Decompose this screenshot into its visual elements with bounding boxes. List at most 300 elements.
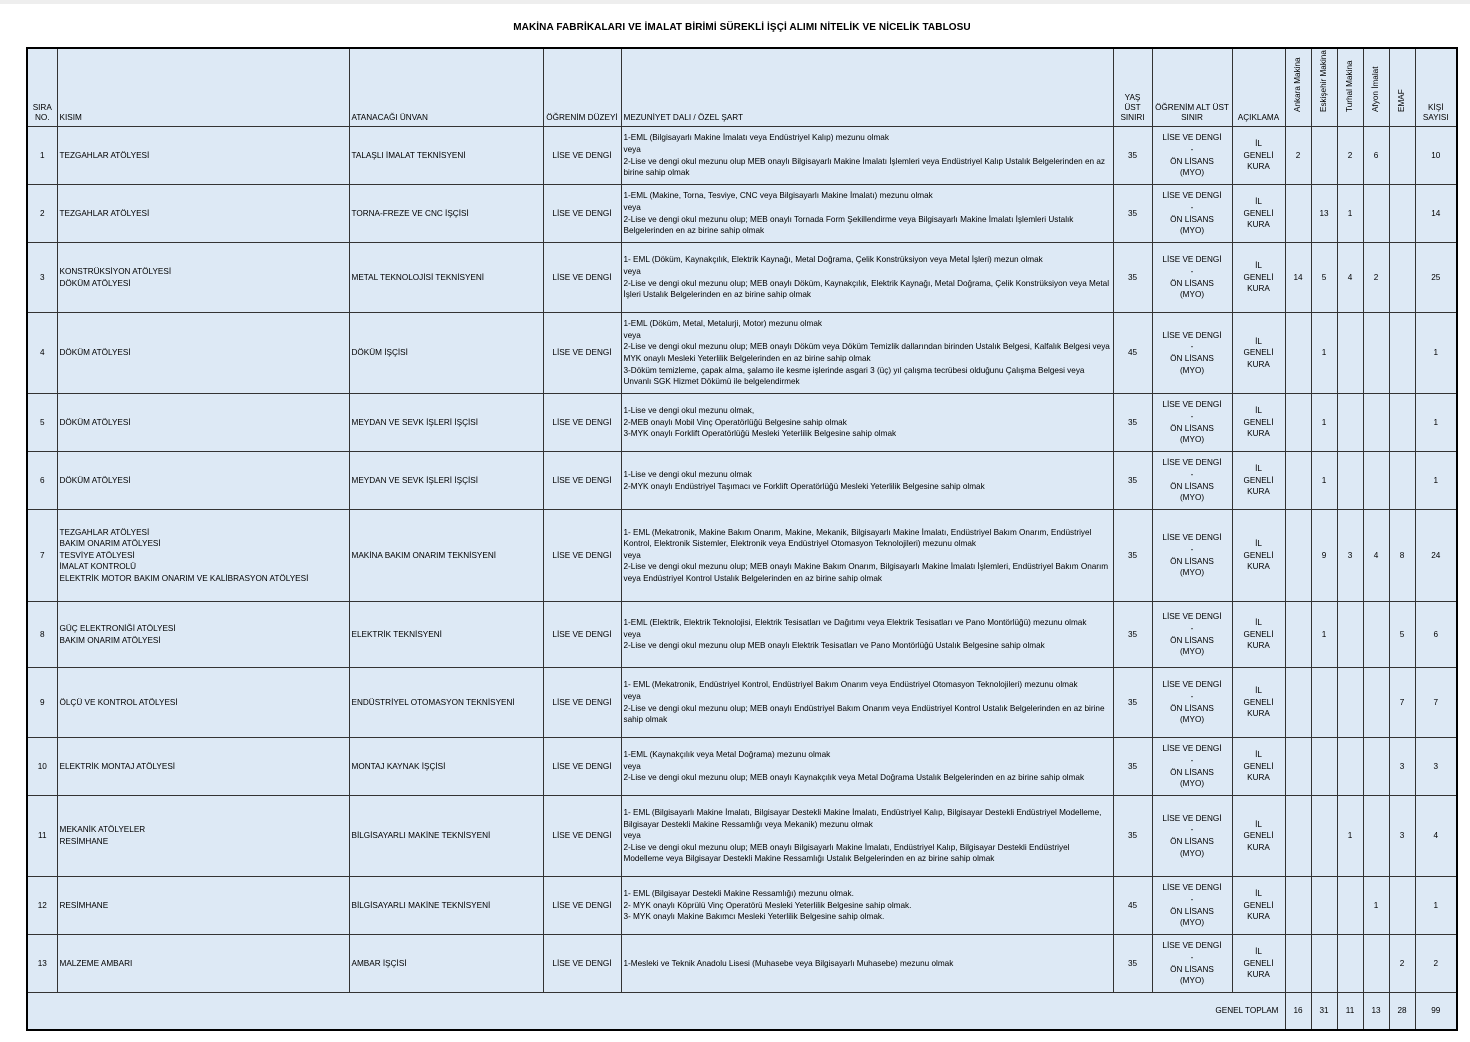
row-emaf: 5 xyxy=(1389,602,1415,668)
row-ogrenim-sinir xyxy=(1152,510,1232,602)
row-aciklama xyxy=(1232,738,1285,796)
kosul-line: 2- MYK onaylı Köprülü Vinç Operatörü Mesleki Yeterlilik Belgesine sahip olmak. xyxy=(623,900,912,910)
row-ogrenim-sinir xyxy=(1152,243,1232,313)
recruitment-table xyxy=(26,47,1458,1031)
row-eskisehir xyxy=(1311,668,1337,738)
row-turhal: 4 xyxy=(1337,243,1363,313)
kosul-line: 1-Lise ve dengi okul mezunu olmak, xyxy=(623,406,755,416)
ogrenim-sinir-line: (MYO) xyxy=(1179,918,1205,928)
col-header-turhal: Turhal Makina xyxy=(1337,48,1363,127)
aciklama-line: KURA xyxy=(1247,970,1270,980)
total-ankara: 16 xyxy=(1285,993,1311,1031)
row-eskisehir xyxy=(1311,796,1337,877)
ogrenim-sinir-line: LİSE VE DENGİ xyxy=(1162,458,1222,468)
kisim-line: GÜÇ ELEKTRONİĞİ ATÖLYESİ xyxy=(59,623,176,633)
ogrenim-sinir-line: ÖN LİSANS xyxy=(1170,423,1214,433)
kisim-line: DÖKÜM ATÖLYESİ xyxy=(59,278,131,288)
kosul-line: 1- EML (Bilgisayarlı Makine İmalatı, Bilgisayar Destekli Makine İmalatı, Endüstriyel Kalıp, Bilgisayar Destekli Endüstriyel Modelleme, Bilgisayar Destekli Makine Ressamlığı veya Mekanik) mezunu olmak xyxy=(623,808,1102,829)
ogrenim-sinir-line: (MYO) xyxy=(1179,715,1205,725)
row-aciklama xyxy=(1232,877,1285,935)
kisim-line: DÖKÜM ATÖLYESİ xyxy=(59,348,131,358)
aciklama-line: İL xyxy=(1255,618,1262,628)
row-turhal: 2 xyxy=(1337,127,1363,185)
aciklama-line: KURA xyxy=(1247,562,1270,572)
ogrenim-sinir-line: LİSE VE DENGİ xyxy=(1162,330,1222,340)
row-yas: 35 xyxy=(1113,185,1152,243)
row-turhal: 1 xyxy=(1337,185,1363,243)
kosul-line: 1-EML (Elektrik, Elektrik Teknolojisi, Elektrik Tesisatları ve Dağıtımı veya Elektrik Tesisatları ve Pano Montörlüğü) mezunu olmak xyxy=(623,618,1087,628)
kosul-line: 1- EML (Mekatronik, Endüstriyel Kontrol, Endüstriyel Bakım Onarım veya Endüstriyel Otomasyon Teknolojileri) mezunu olmak xyxy=(623,680,1078,690)
row-no: 12 xyxy=(27,877,57,935)
kosul-line: veya xyxy=(623,831,641,841)
row-ankara xyxy=(1285,877,1311,935)
row-ogrenim: LİSE VE DENGİ xyxy=(543,796,621,877)
kosul-line: 2-Lise ve dengi okul mezunu olup; MEB onaylı Tornada Form Şekillendirme veya Bilgisayarlı Makine İmalatı İşlemleri Ustalık Belgelerinden en az birine sahip olmak xyxy=(623,214,1074,236)
row-afyon xyxy=(1363,394,1389,452)
ogrenim-sinir-line: - xyxy=(1190,411,1194,421)
row-emaf: 8 xyxy=(1389,510,1415,602)
aciklama-line: İL xyxy=(1255,889,1262,899)
row-no: 4 xyxy=(27,313,57,394)
aciklama-line: İL xyxy=(1255,819,1262,829)
row-emaf: 3 xyxy=(1389,738,1415,796)
ogrenim-sinir-line: - xyxy=(1190,952,1194,962)
row-aciklama xyxy=(1232,452,1285,510)
kosul-line: 2-MYK onaylı Endüstriyel Taşımacı ve Forklift Operatörlüğü Mesleki Yeterlilik Belgesine sahip olmak xyxy=(623,481,985,491)
kosul-line: 2-Lise ve dengi okul mezunu olup; MEB onaylı Kaynakçılık veya Metal Doğrama Ustalık Belgelerinden en az birine sahip olmak xyxy=(623,773,1085,783)
aciklama-line: GENELİ xyxy=(1243,900,1274,910)
aciklama-line: KURA xyxy=(1247,842,1270,852)
kosul-line: veya xyxy=(623,266,641,276)
row-emaf xyxy=(1389,243,1415,313)
row-ogrenim-sinir xyxy=(1152,738,1232,796)
row-kisi: 10 xyxy=(1415,127,1457,185)
col-header-aciklama: AÇIKLAMA xyxy=(1232,48,1285,127)
ogrenim-sinir-line: ÖN LİSANS xyxy=(1170,354,1214,363)
ogrenim-sinir-line: (MYO) xyxy=(1179,365,1205,375)
row-ogrenim: LİSE VE DENGİ xyxy=(543,510,621,602)
row-kisim xyxy=(57,510,349,602)
aciklama-line: KURA xyxy=(1247,429,1270,439)
row-afyon xyxy=(1363,185,1389,243)
row-ogrenim-sinir xyxy=(1152,668,1232,738)
row-ogrenim: LİSE VE DENGİ xyxy=(543,243,621,313)
aciklama-line: İL xyxy=(1255,336,1262,346)
row-no: 3 xyxy=(27,243,57,313)
kisim-line: RESİMHANE xyxy=(59,900,109,910)
row-afyon xyxy=(1363,935,1389,993)
ogrenim-sinir-line: ÖN LİSANS xyxy=(1170,156,1214,166)
header-row xyxy=(27,48,1457,127)
row-unvan: DÖKÜM İŞÇİSİ xyxy=(349,313,543,394)
row-afyon xyxy=(1363,796,1389,877)
ogrenim-sinir-line: - xyxy=(1190,202,1194,212)
aciklama-line: KURA xyxy=(1247,284,1270,294)
ogrenim-sinir-line: ÖN LİSANS xyxy=(1170,278,1214,288)
ogrenim-sinir-line: ÖN LİSANS xyxy=(1170,481,1214,491)
row-aciklama xyxy=(1232,602,1285,668)
row-emaf: 7 xyxy=(1389,668,1415,738)
kosul-line: veya xyxy=(623,202,641,212)
ogrenim-sinir-line: LİSE VE DENGİ xyxy=(1162,941,1222,951)
row-ankara xyxy=(1285,313,1311,394)
kosul-line: 2-Lise ve dengi okul mezunu olup; MEB onaylı Döküm, Kaynakçılık, Elektrik Kaynağı, Metal Doğrama, Çelik Konstrüksiyon veya Metal İşleri Ustalık Belgelerinden en az birine sahip olmak xyxy=(623,278,1110,300)
ogrenim-sinir-line: - xyxy=(1190,894,1194,904)
row-afyon xyxy=(1363,313,1389,394)
row-no: 5 xyxy=(27,394,57,452)
row-aciklama xyxy=(1232,796,1285,877)
total-eskisehir: 31 xyxy=(1311,993,1337,1031)
row-ogrenim: LİSE VE DENGİ xyxy=(543,127,621,185)
row-no: 8 xyxy=(27,602,57,668)
aciklama-line: KURA xyxy=(1247,487,1270,497)
row-ogrenim: LİSE VE DENGİ xyxy=(543,668,621,738)
row-kosullar xyxy=(621,796,1113,877)
kisim-line: ELEKTRİK MONTAJ ATÖLYESİ xyxy=(59,761,176,771)
kosul-line: 2-MEB onaylı Mobil Vinç Operatörlüğü Belgesine sahip olmak xyxy=(623,417,847,427)
kosul-line: 3- MYK onaylı Makine Bakımcı Mesleki Yeterlilik Belgesine sahip olmak. xyxy=(623,912,885,922)
table-row xyxy=(27,877,1457,935)
row-unvan: BİLGİSAYARLI MAKİNE TEKNİSYENİ xyxy=(349,877,543,935)
row-eskisehir: 13 xyxy=(1311,185,1337,243)
ogrenim-sinir-line: (MYO) xyxy=(1179,647,1205,657)
row-turhal xyxy=(1337,602,1363,668)
row-aciklama xyxy=(1232,185,1285,243)
row-turhal xyxy=(1337,738,1363,796)
ogrenim-sinir-line: LİSE VE DENGİ xyxy=(1162,612,1222,622)
row-no: 13 xyxy=(27,935,57,993)
row-kosullar xyxy=(621,127,1113,185)
aciklama-line: GENELİ xyxy=(1243,272,1274,282)
row-afyon: 2 xyxy=(1363,243,1389,313)
row-aciklama xyxy=(1232,243,1285,313)
total-turhal: 11 xyxy=(1337,993,1363,1031)
total-kisi: 99 xyxy=(1415,993,1457,1031)
kosul-line: 1-EML (Döküm, Metal, Metalurji, Motor) mezunu olmak xyxy=(623,319,823,329)
row-kisi: 3 xyxy=(1415,738,1457,796)
ogrenim-sinir-line: - xyxy=(1190,755,1194,765)
ogrenim-sinir-line: - xyxy=(1190,691,1194,701)
row-eskisehir: 1 xyxy=(1311,394,1337,452)
row-afyon: 6 xyxy=(1363,127,1389,185)
row-unvan: MAKİNA BAKIM ONARIM TEKNİSYENİ xyxy=(349,510,543,602)
row-yas: 35 xyxy=(1113,602,1152,668)
kosul-line: veya xyxy=(623,761,641,771)
row-kisi: 1 xyxy=(1415,313,1457,394)
ogrenim-sinir-line: LİSE VE DENGİ xyxy=(1162,400,1222,410)
row-afyon: 4 xyxy=(1363,510,1389,602)
row-no: 1 xyxy=(27,127,57,185)
row-kosullar xyxy=(621,738,1113,796)
col-header-eskisehir: Eskişehir Makina xyxy=(1311,48,1337,127)
ogrenim-sinir-line: (MYO) xyxy=(1179,290,1205,300)
row-kosullar xyxy=(621,877,1113,935)
row-turhal xyxy=(1337,394,1363,452)
row-emaf xyxy=(1389,877,1415,935)
col-header-ankara: Ankara Makina xyxy=(1285,48,1311,127)
total-emaf: 28 xyxy=(1389,993,1415,1031)
ogrenim-sinir-line: - xyxy=(1190,342,1194,352)
row-unvan: TALAŞLI İMALAT TEKNİSYENİ xyxy=(349,127,543,185)
ogrenim-sinir-line: ÖN LİSANS xyxy=(1170,214,1214,224)
kosul-line: 1-EML (Kaynakçılık veya Metal Doğrama) mezunu olmak xyxy=(623,750,831,760)
table-row xyxy=(27,796,1457,877)
kisim-line: DÖKÜM ATÖLYESİ xyxy=(59,475,131,485)
kisim-line: MALZEME AMBARI xyxy=(59,958,133,968)
kosul-line: veya xyxy=(623,629,641,639)
row-afyon xyxy=(1363,668,1389,738)
ogrenim-sinir-line: ÖN LİSANS xyxy=(1170,964,1214,974)
ogrenim-sinir-line: (MYO) xyxy=(1179,168,1205,178)
row-eskisehir: 9 xyxy=(1311,510,1337,602)
kisim-line: MEKANİK ATÖLYELER xyxy=(59,825,146,835)
aciklama-line: KURA xyxy=(1247,359,1270,369)
ogrenim-sinir-line: ÖN LİSANS xyxy=(1170,703,1214,713)
aciklama-line: İL xyxy=(1255,464,1262,474)
row-yas: 35 xyxy=(1113,452,1152,510)
row-unvan: MEYDAN VE SEVK İŞLERİ İŞÇİSİ xyxy=(349,394,543,452)
row-no: 7 xyxy=(27,510,57,602)
row-emaf xyxy=(1389,313,1415,394)
row-ogrenim-sinir xyxy=(1152,602,1232,668)
ogrenim-sinir-line: (MYO) xyxy=(1179,493,1205,503)
row-ogrenim: LİSE VE DENGİ xyxy=(543,877,621,935)
row-kisi: 1 xyxy=(1415,877,1457,935)
row-eskisehir: 1 xyxy=(1311,452,1337,510)
row-ogrenim-sinir xyxy=(1152,313,1232,394)
total-row xyxy=(27,993,1457,1031)
kisim-line: TEZGAHLAR ATÖLYESİ xyxy=(59,150,150,160)
kisim-line: RESİMHANE xyxy=(59,837,109,846)
ogrenim-sinir-line: ÖN LİSANS xyxy=(1170,906,1214,916)
row-ankara xyxy=(1285,738,1311,796)
aciklama-line: GENELİ xyxy=(1243,550,1274,560)
row-kisi: 25 xyxy=(1415,243,1457,313)
row-ogrenim-sinir xyxy=(1152,935,1232,993)
kisim-line: BAKIM ONARIM ATÖLYESİ xyxy=(59,539,161,549)
table-row xyxy=(27,185,1457,243)
row-kisim xyxy=(57,185,349,243)
row-yas: 35 xyxy=(1113,243,1152,313)
row-turhal: 3 xyxy=(1337,510,1363,602)
row-emaf: 2 xyxy=(1389,935,1415,993)
row-kosullar xyxy=(621,394,1113,452)
ogrenim-sinir-line: (MYO) xyxy=(1179,568,1205,578)
ogrenim-sinir-line: - xyxy=(1190,544,1194,554)
row-afyon xyxy=(1363,602,1389,668)
row-emaf xyxy=(1389,185,1415,243)
kosul-line: veya xyxy=(623,550,641,560)
table-row xyxy=(27,738,1457,796)
row-aciklama xyxy=(1232,394,1285,452)
row-kisim xyxy=(57,668,349,738)
row-unvan: BİLGİSAYARLI MAKİNE TEKNİSYENİ xyxy=(349,796,543,877)
row-no: 2 xyxy=(27,185,57,243)
row-kisi: 24 xyxy=(1415,510,1457,602)
col-header-mezuniyet: MEZUNİYET DALI / ÖZEL ŞART xyxy=(621,48,1113,127)
row-kisim xyxy=(57,127,349,185)
kosul-line: 3-MYK onaylı Forklift Operatörlüğü Mesleki Yeterlilik Belgesine sahip olmak xyxy=(623,429,897,439)
ogrenim-sinir-line: ÖN LİSANS xyxy=(1170,837,1214,846)
kosul-line: veya xyxy=(623,144,641,154)
kosul-line: 1-Mesleki ve Teknik Anadolu Lisesi (Muhasebe veya Bilgisayarlı Muhasebe) mezunu olmak xyxy=(623,958,954,968)
aciklama-line: KURA xyxy=(1247,773,1270,783)
table-row xyxy=(27,668,1457,738)
aciklama-line: KURA xyxy=(1247,641,1270,651)
aciklama-line: GENELİ xyxy=(1243,348,1274,358)
row-yas: 45 xyxy=(1113,313,1152,394)
row-emaf xyxy=(1389,394,1415,452)
table-row xyxy=(27,313,1457,394)
row-ogrenim: LİSE VE DENGİ xyxy=(543,185,621,243)
ogrenim-sinir-line: ÖN LİSANS xyxy=(1170,556,1214,566)
kosul-line: 2-Lise ve dengi okul mezunu olup MEB onaylı Bilgisayarlı Makine İmalatı İşlemleri veya Endüstriyel Kalıp Ustalık Belgelerinden en az birine sahip olmak xyxy=(623,156,1105,178)
row-kisi: 4 xyxy=(1415,796,1457,877)
row-kisim xyxy=(57,452,349,510)
row-turhal xyxy=(1337,668,1363,738)
row-no: 6 xyxy=(27,452,57,510)
col-header-kisim: KISIM xyxy=(57,48,349,127)
row-ankara xyxy=(1285,510,1311,602)
row-turhal xyxy=(1337,313,1363,394)
row-yas: 35 xyxy=(1113,394,1152,452)
row-ogrenim-sinir xyxy=(1152,394,1232,452)
row-turhal xyxy=(1337,877,1363,935)
aciklama-line: KURA xyxy=(1247,162,1270,172)
row-kisim xyxy=(57,243,349,313)
kosul-line: 1-Lise ve dengi okul mezunu olmak xyxy=(623,469,752,479)
aciklama-line: GENELİ xyxy=(1243,150,1274,160)
col-header-unvan: ATANACAĞI ÜNVAN xyxy=(349,48,543,127)
kisim-line: DÖKÜM ATÖLYESİ xyxy=(59,417,131,427)
aciklama-line: İL xyxy=(1255,750,1262,760)
col-header-ogrenim: ÖĞRENİM DÜZEYİ xyxy=(543,48,621,127)
row-ankara xyxy=(1285,796,1311,877)
row-aciklama xyxy=(1232,127,1285,185)
row-ogrenim-sinir xyxy=(1152,127,1232,185)
kisim-line: TESVİYE ATÖLYESİ xyxy=(59,550,135,560)
ogrenim-sinir-line: ÖN LİSANS xyxy=(1170,767,1214,777)
row-no: 10 xyxy=(27,738,57,796)
kosul-line: 2-Lise ve dengi okul mezunu olup; MEB onaylı Döküm veya Döküm Temizlik dallarından birinden Ustalık Belgesi, Kalfalık Belgesi veya MYK onaylı Mesleki Yeterlilik Belgelerinden en az birine sahip olmak xyxy=(623,342,1110,363)
row-eskisehir xyxy=(1311,738,1337,796)
row-ankara: 14 xyxy=(1285,243,1311,313)
kisim-line: BAKIM ONARIM ATÖLYESİ xyxy=(59,635,161,645)
row-kisi: 6 xyxy=(1415,602,1457,668)
table-row xyxy=(27,394,1457,452)
row-kisi: 14 xyxy=(1415,185,1457,243)
ogrenim-sinir-line: (MYO) xyxy=(1179,435,1205,445)
row-kisim xyxy=(57,313,349,394)
aciklama-line: KURA xyxy=(1247,912,1270,922)
row-kisim xyxy=(57,796,349,877)
kisim-line: KONSTRÜKSİYON ATÖLYESİ xyxy=(59,266,172,276)
row-kisi: 1 xyxy=(1415,452,1457,510)
row-kosullar xyxy=(621,510,1113,602)
aciklama-line: GENELİ xyxy=(1243,629,1274,639)
page-title: MAKİNA FABRİKALARI VE İMALAT BİRİMİ SÜREKLİ İŞÇİ ALIMI NİTELİK VE NİCELİK TABLOSU xyxy=(513,22,971,33)
row-ankara xyxy=(1285,185,1311,243)
kosul-line: 2-Lise ve dengi okul mezunu olup MEB onaylı Elektrik Tesisatları ve Pano Montörlüğü Ustalık Belgesine sahip olmak xyxy=(623,641,1045,651)
row-kosullar xyxy=(621,185,1113,243)
aciklama-line: GENELİ xyxy=(1243,958,1274,968)
ogrenim-sinir-line: - xyxy=(1190,825,1194,835)
row-ogrenim: LİSE VE DENGİ xyxy=(543,935,621,993)
kosul-line: 2-Lise ve dengi okul mezunu olup; MEB onaylı Bilgisayarlı Makine İmalatı, Endüstriyel Kalıp, Bilgisayar Destekli Endüstriyel Modelleme veya Bilgisayar Destekli Makine Ressamlığı Ustalık Belgelerinden en az birine sahip olmak xyxy=(623,842,1070,864)
aciklama-line: İL xyxy=(1255,261,1262,271)
col-header-kisi: KİŞİ SAYISI xyxy=(1415,48,1457,127)
row-ankara xyxy=(1285,452,1311,510)
ogrenim-sinir-line: (MYO) xyxy=(1179,848,1205,858)
row-afyon xyxy=(1363,738,1389,796)
kosul-line: 1- EML (Mekatronik, Makine Bakım Onarım, Makine, Mekanik, Bilgisayarlı Makine İmalatı, Endüstriyel Bakım Onarım, Endüstriyel Kontrol, Elektronik Sistemler, Elektronik veya Endüstriyel Otomasyon Teknolojileri) mezunu olmak xyxy=(623,527,1092,549)
col-header-ogrenim-sinir: ÖĞRENİM ALT ÜST SINIR xyxy=(1152,48,1232,127)
row-ogrenim: LİSE VE DENGİ xyxy=(543,452,621,510)
kisim-line: İMALAT KONTROLÜ xyxy=(59,562,137,572)
aciklama-line: İL xyxy=(1255,406,1262,416)
row-emaf xyxy=(1389,127,1415,185)
table-row xyxy=(27,602,1457,668)
row-unvan: METAL TEKNOLOJİSİ TEKNİSYENİ xyxy=(349,243,543,313)
kosul-line: veya xyxy=(623,691,641,701)
row-kisi: 7 xyxy=(1415,668,1457,738)
kisim-line: ÖLÇÜ VE KONTROL ATÖLYESİ xyxy=(59,697,178,707)
row-yas: 45 xyxy=(1113,877,1152,935)
row-yas: 35 xyxy=(1113,668,1152,738)
row-unvan: AMBAR İŞÇİSİ xyxy=(349,935,543,993)
aciklama-line: İL xyxy=(1255,686,1262,696)
total-label: GENEL TOPLAM xyxy=(27,993,1285,1031)
kosul-line: 1-EML (Makine, Torna, Tesviye, CNC veya Bilgisayarlı Makine İmalatı) mezunu olmak xyxy=(623,191,933,201)
row-eskisehir: 1 xyxy=(1311,602,1337,668)
row-ogrenim: LİSE VE DENGİ xyxy=(543,313,621,394)
table-row xyxy=(27,510,1457,602)
kisim-line: TEZGAHLAR ATÖLYESİ xyxy=(59,208,150,218)
row-ogrenim: LİSE VE DENGİ xyxy=(543,394,621,452)
row-ogrenim-sinir xyxy=(1152,185,1232,243)
row-ogrenim-sinir xyxy=(1152,877,1232,935)
row-aciklama xyxy=(1232,668,1285,738)
ogrenim-sinir-line: - xyxy=(1190,623,1194,633)
row-kisim xyxy=(57,877,349,935)
row-yas: 35 xyxy=(1113,127,1152,185)
row-no: 11 xyxy=(27,796,57,877)
row-emaf: 3 xyxy=(1389,796,1415,877)
aciklama-line: GENELİ xyxy=(1243,697,1274,707)
row-emaf xyxy=(1389,452,1415,510)
ogrenim-sinir-line: - xyxy=(1190,469,1194,479)
row-kosullar xyxy=(621,313,1113,394)
ogrenim-sinir-line: LİSE VE DENGİ xyxy=(1162,813,1222,823)
row-ogrenim: LİSE VE DENGİ xyxy=(543,738,621,796)
ogrenim-sinir-line: (MYO) xyxy=(1179,976,1205,986)
row-ogrenim: LİSE VE DENGİ xyxy=(543,602,621,668)
ogrenim-sinir-line: LİSE VE DENGİ xyxy=(1162,680,1222,690)
row-kisi: 2 xyxy=(1415,935,1457,993)
aciklama-line: GENELİ xyxy=(1243,475,1274,485)
row-kosullar xyxy=(621,602,1113,668)
row-kisim xyxy=(57,394,349,452)
row-kosullar xyxy=(621,452,1113,510)
ogrenim-sinir-line: (MYO) xyxy=(1179,226,1205,236)
row-yas: 35 xyxy=(1113,510,1152,602)
row-aciklama xyxy=(1232,935,1285,993)
row-unvan: TORNA-FREZE VE CNC İŞÇİSİ xyxy=(349,185,543,243)
ogrenim-sinir-line: - xyxy=(1190,144,1194,154)
ogrenim-sinir-line: LİSE VE DENGİ xyxy=(1162,533,1222,543)
kisim-line: ELEKTRİK MOTOR BAKIM ONARIM VE KALİBRASYON ATÖLYESİ xyxy=(59,573,309,583)
aciklama-line: İL xyxy=(1255,197,1262,207)
